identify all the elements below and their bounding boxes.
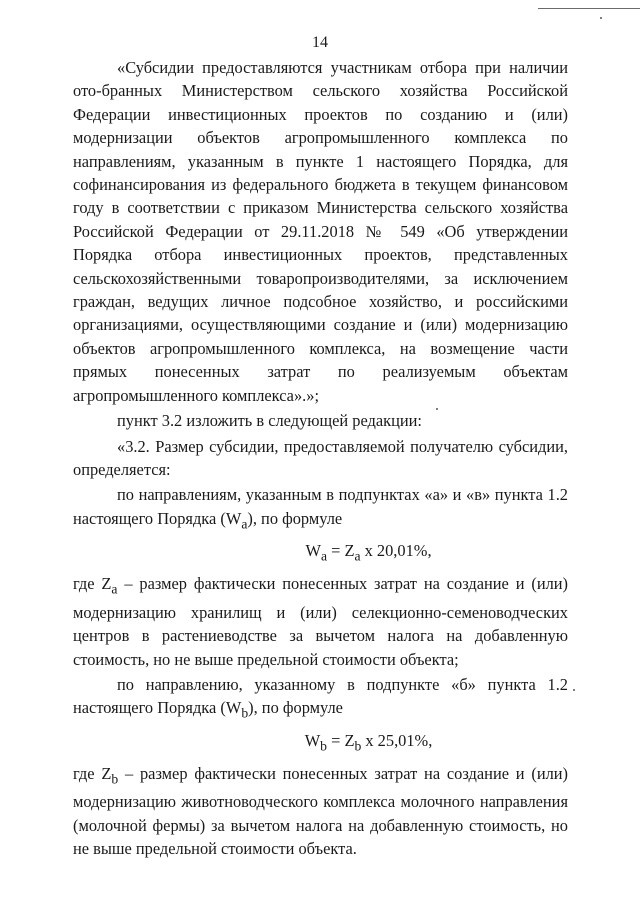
subscript: a bbox=[241, 516, 248, 531]
formula-wb bbox=[73, 729, 568, 758]
subscript: a bbox=[354, 548, 361, 564]
formula-wa bbox=[73, 539, 568, 568]
paragraph-direction-b bbox=[73, 673, 568, 725]
subscript: b bbox=[111, 771, 119, 787]
text-run: где Z bbox=[73, 574, 112, 594]
text-run: по направлению, указанному в подпункте «б» пункта 1.2 настоящего Порядка (W bbox=[73, 675, 568, 718]
page-number: 14 bbox=[312, 34, 328, 51]
formula-lhs: W bbox=[305, 541, 321, 561]
text-run: ), по формуле bbox=[247, 508, 343, 528]
formula-eq: = Z bbox=[327, 731, 355, 751]
paragraph-subsidy-conditions: «Субсидии предоставляются участникам отбора при наличии ото-бранных Министерством сельского хозяйства Российской Федерации инвестиционных проектов по созданию и (или) модернизации объектов агропромышленного комплекса по направлениям, указанным в пункте 1 настоящего Порядка, для софинансирования из федерального бюджета в текущем финансовом году в соответствии с приказом Министерства сельского хозяйства Российской Федерации от 29.11.2018 № 549 «Об утверждении Порядка отбора инвестиционных проектов, представленных сельскохозяйственными товаропроизводителями, за исключением граждан, ведущих личное подсобное хозяйство, и российскими организациями, осуществляющими создание и (или) модернизацию объектов агропромышленного комплекса, на возмещение части прямых понесенных затрат по реализуемым объектам агропромышленного комплекса».»; bbox=[73, 58, 568, 405]
formula-lhs: W bbox=[304, 731, 321, 751]
paragraph-zb-definition bbox=[73, 762, 568, 861]
text-run: по направлениям, указанным в подпунктах «а» и «в» пункта 1.2 настоящего Порядка (W bbox=[73, 485, 568, 528]
paragraph-clause-3-2-intro: пункт 3.2 изложить в следующей редакции: bbox=[117, 411, 422, 431]
document-body bbox=[73, 56, 568, 861]
subscript: b bbox=[354, 738, 362, 754]
formula-eq: = Z bbox=[327, 541, 355, 561]
formula-rest: х 25,01%, bbox=[361, 731, 433, 751]
text-run: – размер фактически понесенных затрат на создание и (или) модернизацию хранилищ и (или) селекционно-семеноводческих центров в растениеводстве за вычетом налога на добавленную стоимость, но не выше предельной стоимости объекта; bbox=[73, 574, 569, 669]
paragraph-clause-3-2: «3.2. Размер субсидии, предоставляемой получателю субсидии, определяется: bbox=[73, 436, 568, 479]
paragraph-za-definition bbox=[73, 572, 568, 671]
subscript: b bbox=[320, 738, 327, 754]
scan-speck bbox=[600, 17, 602, 19]
text-run: – размер фактически понесенных затрат на создание и (или) модернизацию животноводческого комплекса молочного направления (молочной фермы) за вычетом налога на добавленную стоимость, но не выше предельной стоимости объекта. bbox=[73, 763, 568, 859]
scan-speck bbox=[573, 689, 575, 691]
subscript: a bbox=[111, 581, 118, 597]
text-run: ), по формуле bbox=[248, 698, 343, 718]
scan-edge-line bbox=[538, 8, 640, 9]
paragraph-directions-a-v bbox=[73, 483, 568, 535]
subscript: a bbox=[320, 548, 327, 564]
formula-rest: х 20,01%, bbox=[360, 541, 432, 561]
subscript: b bbox=[241, 705, 249, 721]
text-run: где Z bbox=[73, 763, 112, 783]
